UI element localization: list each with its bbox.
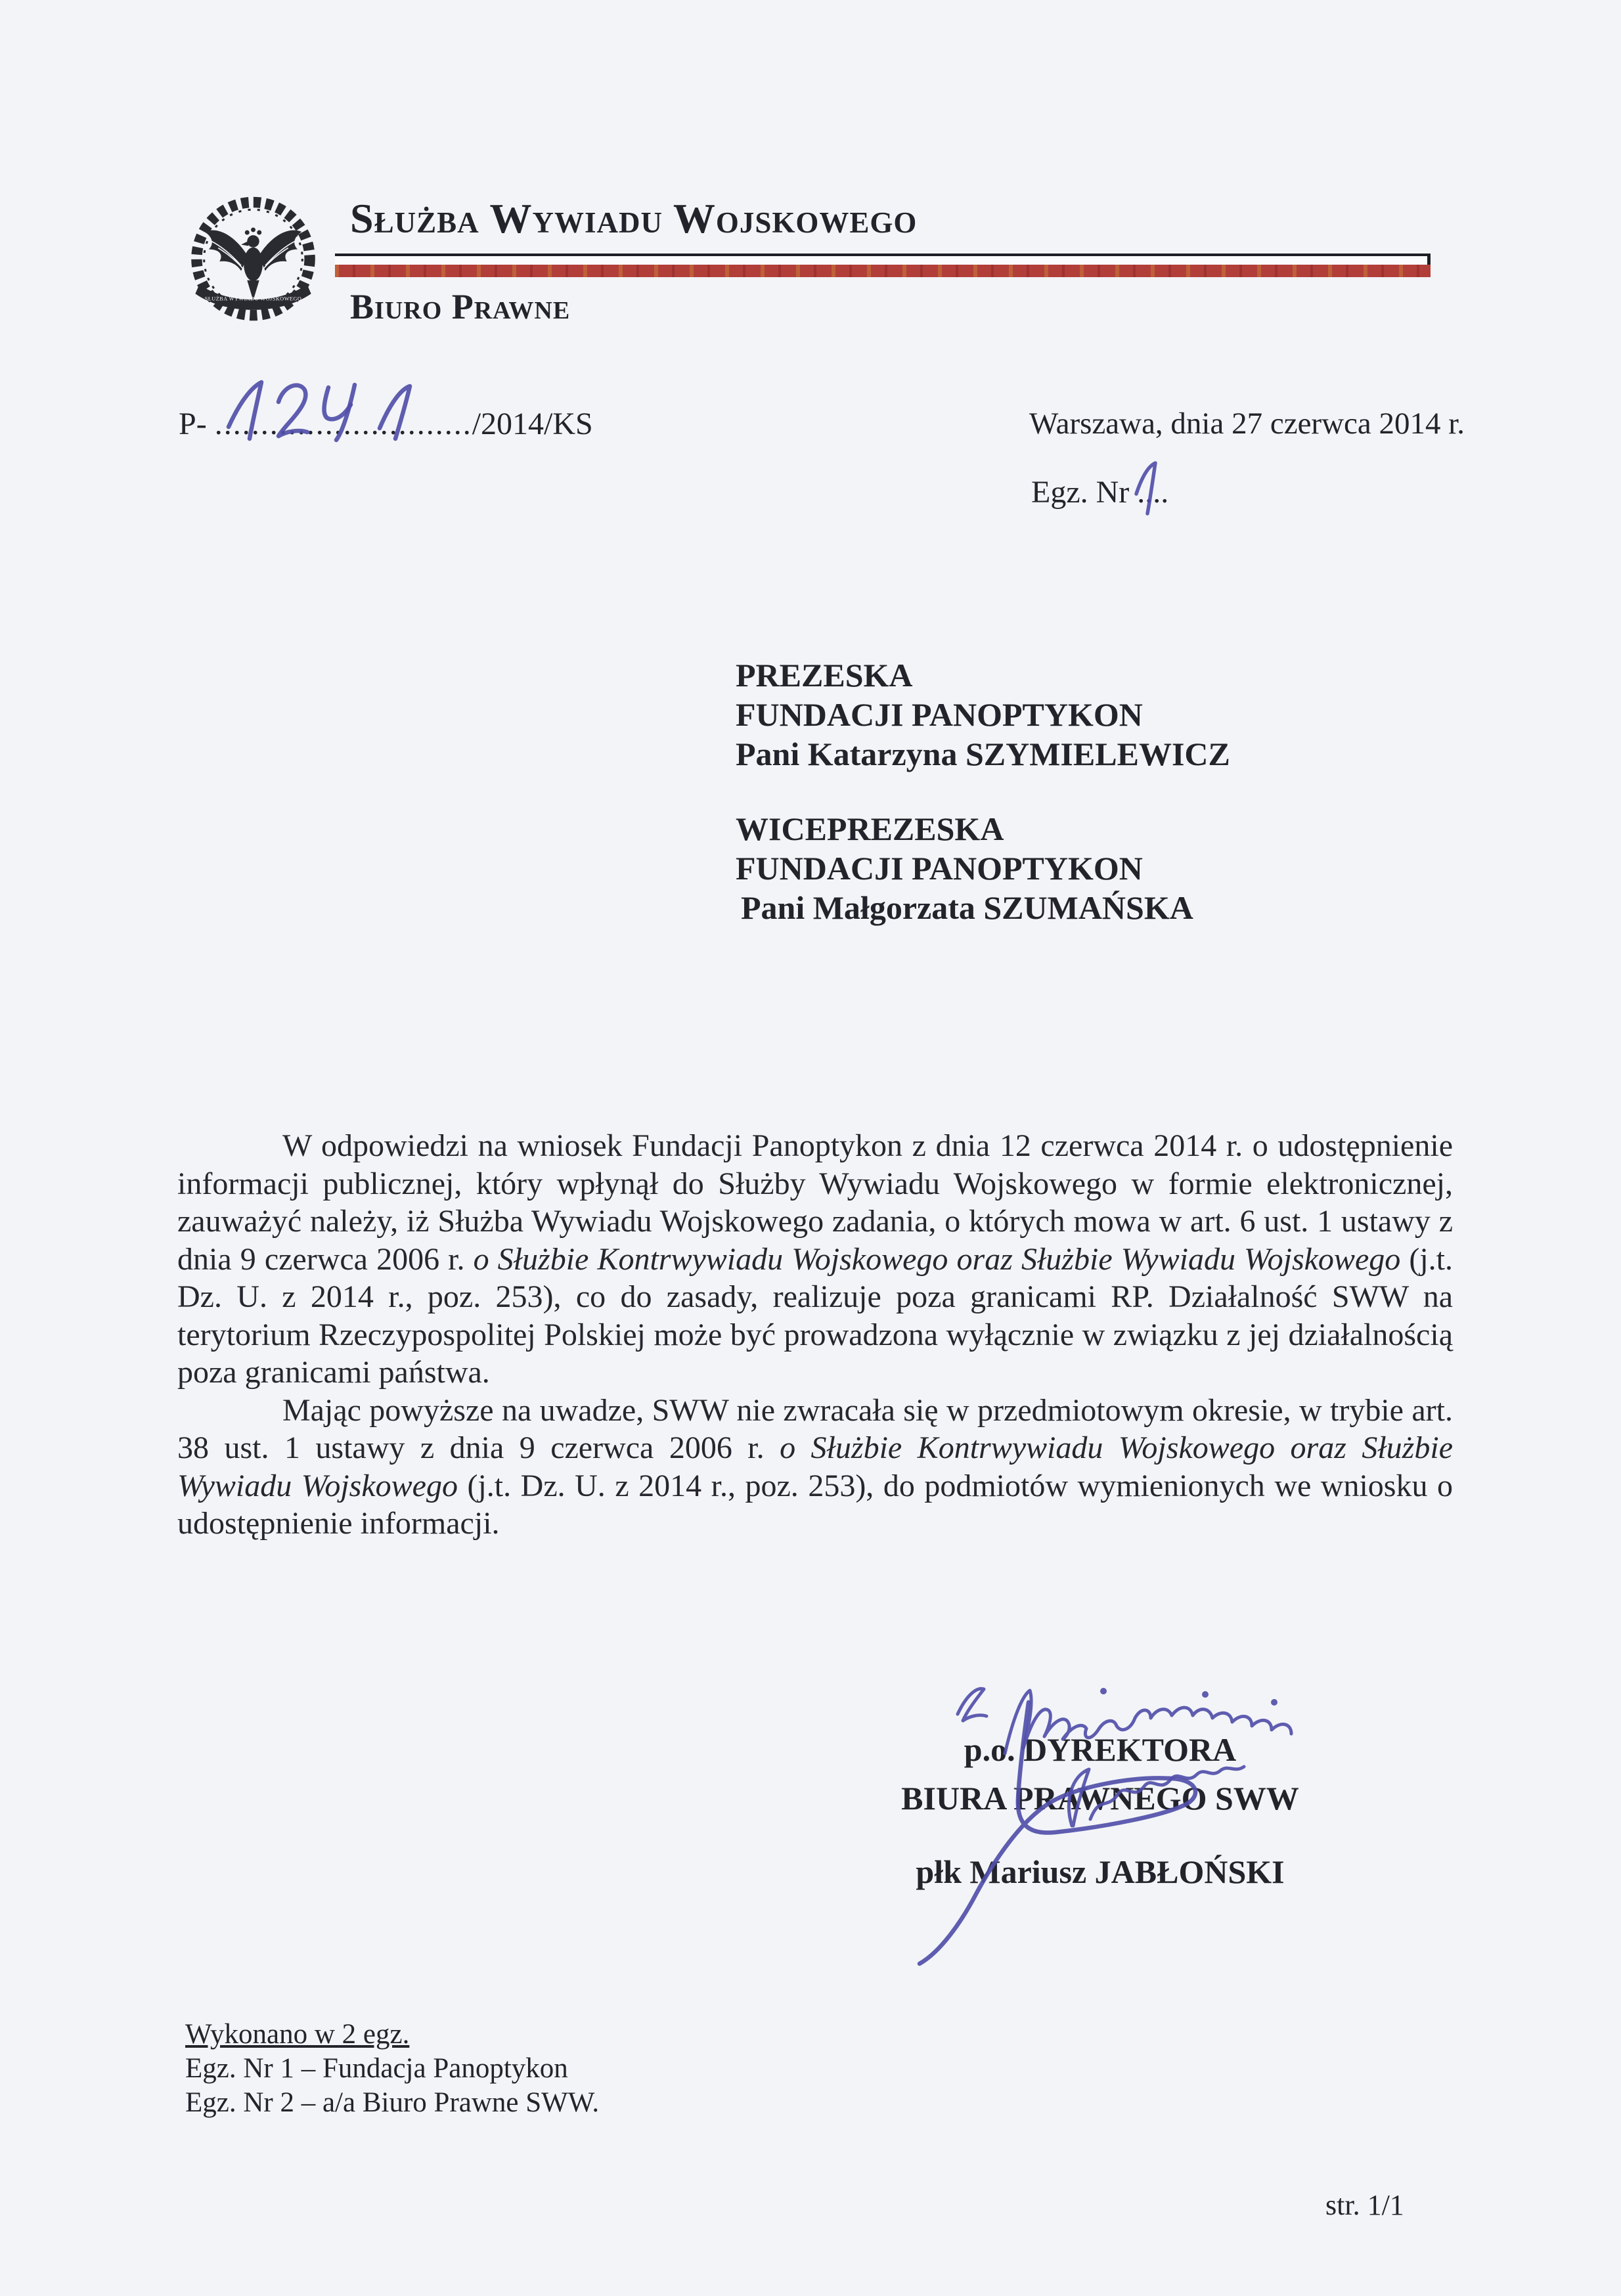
recipient-title: PREZESKA [736, 657, 913, 694]
signer-title-line1: p.o. DYREKTORA [964, 1731, 1237, 1768]
reference-number-line [179, 406, 593, 442]
letterhead-flag-band [335, 254, 1431, 277]
sww-eagle-emblem-icon [186, 185, 321, 333]
emblem-ribbon-text: SŁUŻBA WYWIADU WOJSKOWEGO [204, 296, 302, 302]
flag-band-white-stripe [335, 256, 1431, 265]
statute-title-italic: o Służbie Kontrwywiadu Wojskowego oraz Służbie Wywiadu Wojskowego [473, 1241, 1401, 1277]
recipient-title: WICEPREZESKA [736, 810, 1004, 847]
statute-title-italic: o Służbie Kontrwywiadu Wojskowego oraz Służbie Wywiadu Wojskowego [177, 1430, 1454, 1503]
signer-name: płk Mariusz JABŁOŃSKI [916, 1853, 1285, 1890]
paragraph-text: (j.t. Dz. U. z 2014 r., poz. 253), co do zasady, realizuje poza granicami RP. Działalność SWW na terytorium Rzeczypospolitej Polskiej może być prowadzona wyłącznie w związku z jej działalnością poza granicami państwa. [177, 1241, 1454, 1390]
reference-dotted-blank: ............................ [214, 407, 472, 441]
distribution-heading: Wykonano w 2 egz. [185, 2019, 410, 2050]
paragraph-text: (j.t. Dz. U. z 2014 r., poz. 253), do podmiotów wymienionych we wniosku o udostępnienie informacji. [177, 1468, 1453, 1541]
signature-block [851, 1730, 1350, 1891]
distribution-item: Egz. Nr 2 – a/a Biuro Prawne SWW. [185, 2087, 600, 2118]
copy-number-label: Egz. Nr [1031, 475, 1138, 510]
recipient-organization: FUNDACJI PANOPTYKON [736, 850, 1143, 887]
place-and-date: Warszawa, dnia 27 czerwca 2014 r. [1029, 407, 1465, 441]
copy-number-dotted-blank: .... [1137, 475, 1169, 510]
body-paragraph [177, 1392, 1453, 1543]
flag-band-red-stripe [335, 265, 1431, 277]
unit-name: Biuro Prawne [350, 287, 571, 326]
paragraph-text: Mając powyższe na uwadze, SWW nie zwracała się w przedmiotowym okresie, w trybie art. 38 ust. 1 ustawy z dnia 9 czerwca 2006 r. [177, 1392, 1453, 1465]
agency-name: Służba Wywiadu Wojskowego [350, 195, 918, 242]
signer-title-line2: BIURA PRAWNEGO SWW [901, 1780, 1299, 1817]
reference-suffix: /2014/KS [472, 407, 593, 441]
recipient-group [736, 655, 1230, 774]
body-paragraph [177, 1127, 1453, 1392]
recipient-block [736, 655, 1230, 927]
paragraph-text: W odpowiedzi na wniosek Fundacji Panoptykon z dnia 12 czerwca 2014 r. o udostępnienie informacji publicznej, który wpłynął do Służby Wywiadu Wojskowego w formie elektronicznej, zauważyć należy, iż Służba Wywiadu Wojskowego zadania, o których mowa w art. 6 ust. 1 ustawy z dnia 9 czerwca 2006 r. [177, 1128, 1453, 1277]
reference-prefix: P- [179, 407, 215, 441]
recipient-group [736, 809, 1230, 927]
distribution-note [185, 2018, 599, 2120]
page-indicator: str. 1/1 [1325, 2189, 1404, 2221]
distribution-item: Egz. Nr 1 – Fundacja Panoptykon [185, 2053, 568, 2084]
recipient-organization: FUNDACJI PANOPTYKON [736, 696, 1143, 733]
letter-body [177, 1127, 1453, 1543]
copy-number-line [1031, 474, 1168, 510]
recipient-person: Pani Katarzyna SZYMIELEWICZ [736, 736, 1230, 772]
recipient-person: Pani Małgorzata SZUMAŃSKA [741, 889, 1193, 926]
